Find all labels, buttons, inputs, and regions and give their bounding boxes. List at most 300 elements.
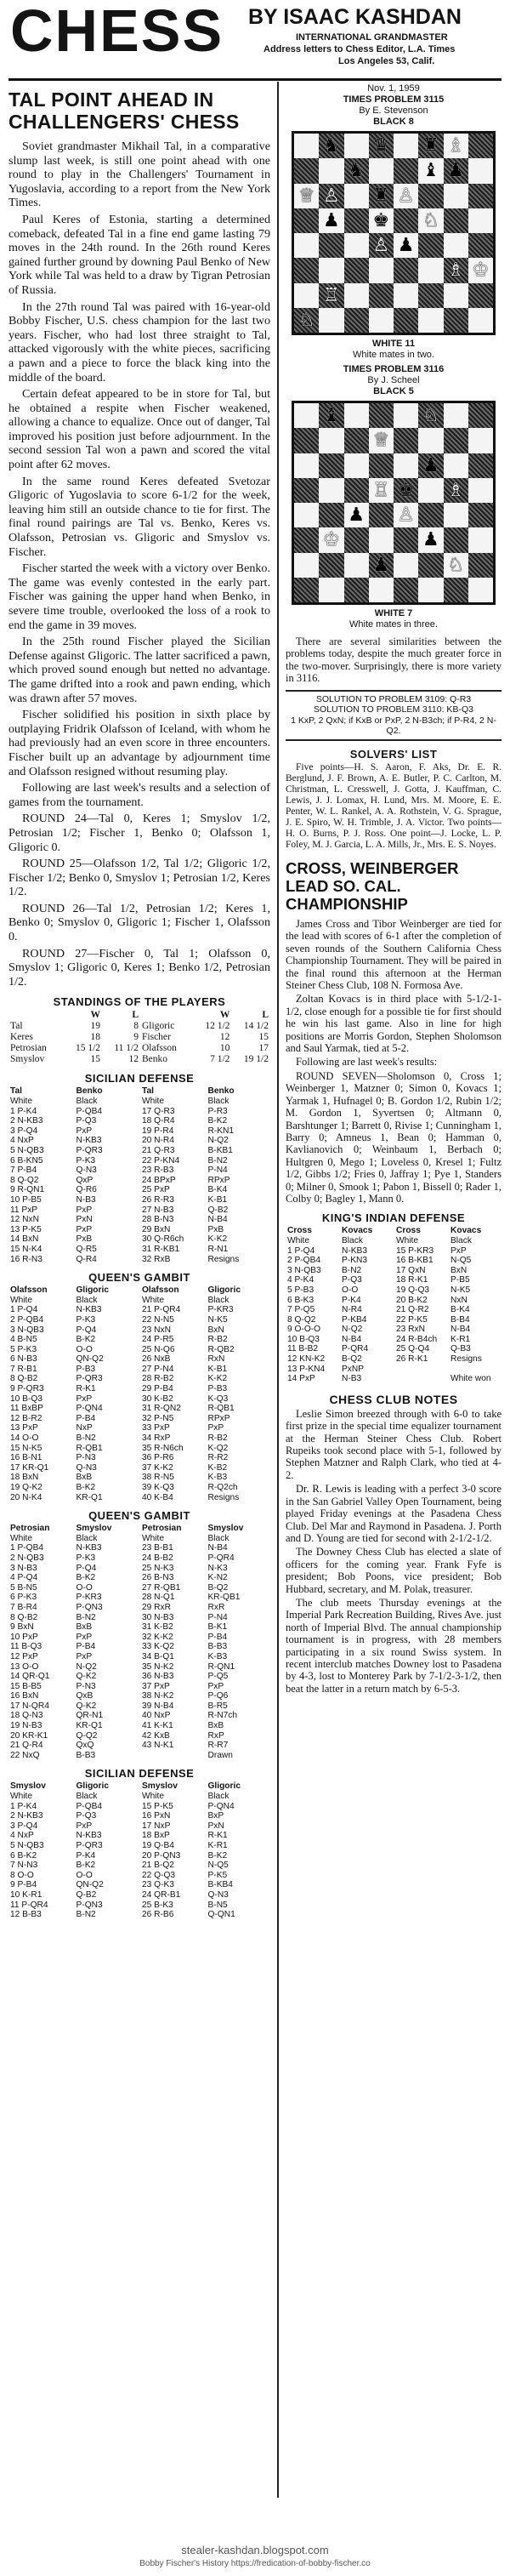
- move: 33 K-Q2: [142, 1642, 174, 1652]
- move: 29 BxN: [142, 1224, 171, 1234]
- game-roles: [8, 1296, 270, 1306]
- move: Q-R5: [76, 1244, 97, 1254]
- move: 12 PxP: [10, 1651, 38, 1661]
- board-square: [369, 258, 394, 282]
- move: 1 P-QB4: [10, 1543, 44, 1553]
- move: 7 R-B1: [10, 1364, 37, 1374]
- board-square: [294, 553, 319, 578]
- board-square: [369, 308, 394, 333]
- board-square: [418, 527, 443, 552]
- board-square: [294, 478, 319, 503]
- standings-row: [8, 1032, 270, 1043]
- chess-piece-icon: ♜: [372, 185, 390, 207]
- board-square: [344, 184, 369, 208]
- move: 5 P-B3: [287, 1285, 314, 1295]
- board-square: [418, 578, 443, 602]
- move: 3 P-Q4: [10, 1821, 38, 1831]
- problem-date: Nov. 1, 1959: [367, 83, 420, 94]
- move: 20 P-QN3: [142, 1850, 181, 1861]
- move: 39 K-Q3: [142, 1483, 174, 1492]
- player-name: Smyslov: [76, 1524, 112, 1534]
- standings-cell: 10: [219, 1043, 230, 1054]
- move: B-K2: [207, 1850, 228, 1861]
- board-square: [468, 283, 493, 308]
- move: 3 N-QB3: [10, 1325, 44, 1335]
- chess-piece-icon: ♞: [323, 135, 340, 157]
- move: P-N3: [76, 1453, 96, 1463]
- move: 34 RxP: [142, 1433, 171, 1444]
- board-square: [444, 553, 468, 578]
- board-square: [444, 478, 468, 503]
- move: 11 BxBP: [10, 1404, 43, 1414]
- game-roles: [8, 1534, 270, 1544]
- solution-line: 1 KxP, 2 QxN; if KxB or PxP, 2 N-B3ch; if P-R4, 2 N-Q2.: [291, 715, 496, 737]
- board-square: [369, 158, 394, 183]
- move: B-Q2: [342, 1354, 362, 1365]
- move: 37 PxP: [142, 1681, 170, 1691]
- board-square: [319, 208, 343, 233]
- move: R-B2: [207, 1335, 228, 1345]
- move: 19 Q-Q3: [396, 1285, 430, 1295]
- move: 17 Q-R3: [142, 1106, 175, 1116]
- chess-piece-icon: ♘: [422, 209, 439, 231]
- article-paragraph: Following are last week's results:: [296, 1056, 438, 1069]
- cross-headline: CROSS, WEINBERGER LEAD SO. CAL. CHAMPIONSHIP: [286, 859, 459, 913]
- chess-piece-icon: ♙: [323, 185, 340, 207]
- move: 21 Q-R3: [142, 1146, 175, 1155]
- move: 22 P-K5: [396, 1314, 428, 1325]
- move: P-QN3: [76, 1900, 103, 1910]
- move: 32 P-N5: [142, 1413, 174, 1423]
- chess-piece-icon: ♔: [323, 529, 340, 551]
- article-paragraph: In the same round Keres defeated Svetozar Gligoric of Yugoslavia to score 6-1/2 for the week, leaving him still an outside chance to tie for first. The final round pairings are Tal vs. Benko, Keres vs. Olafsson, Petrosian vs. Gligoric and Smyslov vs. Fischer.: [8, 474, 270, 559]
- board-square: [444, 308, 468, 333]
- board-square: [344, 478, 369, 503]
- move: 9 P-B4: [10, 1880, 37, 1890]
- article-paragraph: Following are last week's results and a selection of games from the tournament.: [8, 781, 270, 809]
- move: 6 B-KN5: [10, 1155, 43, 1165]
- move: 24 BPxP: [142, 1175, 176, 1185]
- move: 7 B-R4: [10, 1602, 37, 1612]
- move: BxN: [450, 1265, 468, 1275]
- board-square: [294, 283, 319, 308]
- move: P-Q3: [76, 1116, 97, 1126]
- move: N-K5: [207, 1314, 228, 1325]
- move: 41 K-K1: [142, 1721, 173, 1731]
- move: P-B4: [76, 1642, 96, 1652]
- move: 5 N-QB3: [10, 1841, 44, 1850]
- move: 17 N-QR4: [10, 1701, 49, 1711]
- move: BxB: [76, 1473, 93, 1483]
- player-name: Benko: [76, 1086, 103, 1097]
- move: 19 Q-K2: [10, 1483, 42, 1492]
- move: N-B3: [76, 1194, 96, 1205]
- move: B-N2: [207, 1155, 228, 1165]
- move: P-K5: [207, 1870, 228, 1880]
- move: 25 B-K3: [142, 1900, 173, 1910]
- game-score: [8, 1767, 270, 1919]
- board-square: [319, 553, 343, 578]
- player-color: Black: [76, 1533, 98, 1543]
- game-score: [8, 1509, 270, 1760]
- move: 16 PxN: [142, 1811, 171, 1821]
- board-square: [468, 428, 493, 453]
- board-square: [468, 308, 493, 333]
- board-square: [468, 578, 493, 602]
- chess-piece-icon: ♚: [397, 479, 415, 501]
- board-square: [294, 527, 319, 552]
- black-piece-count: BLACK 5: [373, 386, 414, 396]
- board-square: [344, 134, 369, 158]
- move: 23 R-B3: [142, 1165, 174, 1176]
- club-note-paragraph: The Downey Chess Club has elected a slate of officers for the coming year. Frank Fyfe is president; Bob Poons, vice president; Bob Hubbard, secretary, and M. Polak, treasurer.: [286, 1546, 502, 1595]
- move: P-QN4: [76, 1404, 103, 1414]
- move: PxP: [207, 1681, 224, 1691]
- move: 4 P-K4: [287, 1275, 314, 1285]
- board-square: [369, 208, 394, 233]
- move: 27 P-N4: [142, 1364, 174, 1374]
- cross-article-body: [286, 918, 502, 1205]
- move: 26 R-R3: [142, 1194, 174, 1205]
- chess-piece-icon: ♙: [397, 504, 415, 527]
- right-column: [286, 83, 502, 1696]
- move: 4 NxP: [10, 1831, 34, 1841]
- move: 23 RxN: [396, 1325, 425, 1335]
- standings-cell: 12 1/2: [205, 1021, 230, 1032]
- move: PxP: [76, 1651, 93, 1661]
- board-square: [319, 184, 343, 208]
- move: PxP: [76, 1205, 93, 1215]
- move: Resigns: [207, 1492, 240, 1502]
- move: 22 Q-Q3: [142, 1870, 176, 1880]
- move: R-Q2ch: [207, 1483, 238, 1492]
- player-color: Black: [207, 1792, 230, 1802]
- move: 17 KR-Q1: [10, 1462, 49, 1473]
- move: O-O: [76, 1582, 93, 1593]
- board-square: [394, 308, 418, 333]
- move: 15 P-K5: [142, 1801, 173, 1811]
- board-square: [468, 527, 493, 552]
- solvers-list: [286, 762, 502, 851]
- problem-author: By J. Scheel: [367, 375, 420, 385]
- player-name: Kovacs: [450, 1226, 482, 1236]
- chess-diagram: [292, 401, 496, 605]
- chess-piece-icon: ♗: [447, 479, 464, 501]
- solvers-title: SOLVERS' LIST: [349, 748, 438, 761]
- move: [142, 1751, 203, 1761]
- game-players: [8, 1285, 270, 1296]
- move: R-N1: [207, 1244, 229, 1254]
- article-paragraph: James Cross and Tibor Weinberger are tied for the lead with scores of 6-1 after the completion of seven rounds of the Southern California Chess Championship Tournament. They will be paired in the final round this afternoon at the Herman Steiner Chess Club, 108 N. Formosa Ave.: [286, 918, 502, 992]
- move: B-B3: [76, 1750, 96, 1760]
- move: P-QN3: [76, 1602, 103, 1612]
- move: RxN: [207, 1354, 225, 1365]
- board-square: [468, 453, 493, 478]
- board-square: [394, 503, 418, 527]
- standings-cell: 8: [133, 1021, 139, 1032]
- game-title: QUEEN'S GAMBIT: [88, 1271, 190, 1285]
- board-square: [394, 478, 418, 503]
- move: 26 R-B6: [142, 1910, 174, 1920]
- move: 15 N-K4: [10, 1244, 42, 1254]
- move: 23 NxN: [142, 1325, 171, 1335]
- move: P-K3: [76, 1553, 96, 1563]
- move: 19 P-R4: [142, 1126, 174, 1136]
- move: 29 RxR: [142, 1602, 171, 1612]
- chess-piece-icon: ♟: [372, 554, 390, 576]
- move-list: [8, 1802, 270, 1920]
- player-name: Tal: [10, 1086, 22, 1097]
- player-name: Olafsson: [142, 1285, 179, 1296]
- move: 30 Q-R6ch: [142, 1234, 184, 1245]
- kings-indian-game: [286, 1211, 502, 1384]
- move: N-KB3: [76, 1543, 102, 1553]
- standings-header-cell: L: [262, 1010, 269, 1021]
- player-name: Gligoric: [207, 1781, 241, 1792]
- chess-piece-icon: ♙: [372, 235, 390, 257]
- move: 2 N-KB3: [10, 1116, 43, 1126]
- chess-piece-icon: ♟: [447, 160, 464, 182]
- move: 36 P-R6: [142, 1453, 174, 1463]
- player-name: Tal: [142, 1086, 154, 1097]
- move: P-N4: [207, 1612, 228, 1622]
- move: 10 B-Q3: [10, 1393, 42, 1404]
- move: PxP: [76, 1393, 93, 1404]
- move: 20 B-K2: [396, 1295, 428, 1305]
- board-square: [344, 503, 369, 527]
- move: P-K3: [76, 1314, 96, 1325]
- board-square: [444, 453, 468, 478]
- article-paragraph: Soviet grandmaster Mikhail Tal, in a comparative slump last week, is still one point ahead with one round to play in the Challengers' Tournament in Yugoslavia, according to a report from the New York Times.: [8, 140, 270, 210]
- move: P-Q3: [342, 1275, 362, 1285]
- chess-piece-icon: ♔: [472, 259, 490, 282]
- move: P-B3: [76, 1364, 96, 1374]
- standings-cell: 15: [90, 1054, 101, 1065]
- board-square: [369, 453, 394, 478]
- board-square: [418, 258, 443, 282]
- move: 15 P-KR3: [396, 1245, 434, 1256]
- move: P-N3: [76, 1681, 96, 1691]
- move: BxP: [207, 1811, 224, 1821]
- move: P-QR4: [207, 1553, 235, 1563]
- move: 18 Q-R4: [142, 1116, 175, 1126]
- club-notes-body: [286, 1408, 502, 1695]
- black-piece-count: BLACK 8: [373, 117, 414, 127]
- move: N-B4: [342, 1334, 362, 1344]
- board-square: [394, 134, 418, 158]
- board-square: [294, 134, 319, 158]
- standings-header-cell: L: [132, 1010, 139, 1021]
- move: 15 N-K5: [10, 1443, 42, 1453]
- chess-piece-icon: ♟: [422, 454, 439, 476]
- board-square: [468, 134, 493, 158]
- move: Resigns: [450, 1354, 482, 1365]
- board-square: [344, 158, 369, 183]
- player-color: White: [142, 1097, 165, 1107]
- move: 20 N-R4: [142, 1136, 174, 1146]
- move: K-K2: [207, 1374, 228, 1384]
- board-square: [319, 503, 343, 527]
- move: P-Q6: [207, 1691, 229, 1701]
- problem-stipulation: White mates in three.: [349, 619, 438, 630]
- move: 10 B-Q3: [287, 1334, 320, 1344]
- move: PxP: [76, 1224, 93, 1234]
- club-note-paragraph: The club meets Thursday evenings at the Imperial Park Recreation Building, Rives Ave. just north of Imperial Blvd. The annual championship tournament is in progress, with 28 members participating in a six round Swiss system. In recent interclub matches Downey lost to Pasadena by 4-3, lost to Monterey Park by 7-1/2-3-1/2, then beat the latter in a return match by 6-5-3.: [286, 1596, 502, 1695]
- move: K-K2: [207, 1234, 228, 1245]
- move: P-QR3: [76, 1841, 103, 1850]
- move: R-QB1: [76, 1443, 103, 1453]
- move: B-K2: [76, 1483, 96, 1492]
- move: BxN: [207, 1325, 224, 1335]
- board-square: [468, 184, 493, 208]
- board-square: [294, 308, 319, 333]
- move: 3 P-Q4: [10, 1126, 38, 1136]
- move: R-R2: [207, 1453, 229, 1463]
- round-result: ROUND 24—Tal 0, Keres 1; Smyslov 1/2, Petrosian 1/2; Fischer 1, Benko 0; Olafsson 1, Gligoric 0.: [8, 812, 270, 854]
- move-list: [8, 1543, 270, 1760]
- move: 22 N-N5: [142, 1314, 174, 1325]
- move: P-KN3: [342, 1256, 368, 1266]
- player-color: White: [10, 1295, 33, 1305]
- problem-note-text: There are several similarities between the problems today, despite the much greater force in the two-mover. Surprisingly, there is more variety in 3116.: [286, 635, 502, 685]
- board-square: [294, 184, 319, 208]
- move: RxP: [207, 1730, 224, 1741]
- move: [396, 1374, 445, 1384]
- board-square: [344, 233, 369, 258]
- article-paragraph: Zoltan Kovacs is in third place with 5-1/2-1-1/2, close enough for a possible tie for first should he win his last game. Also in line for high positions are Morris Gordon, Stephen Sholomson and Saul Yarmak, tied at 5-2.: [286, 993, 502, 1055]
- problem-number: TIMES PROBLEM 3116: [343, 364, 445, 374]
- move: Q-Q2: [76, 1730, 98, 1741]
- article-paragraph: Fischer solidified his position in sixth place by outplaying Fridrik Olafsson of Iceland, with whom he had previously had an even score in three encounters. Fischer built up an advantage by adjournment time and Olafsson resigned without resuming play.: [8, 708, 270, 778]
- move: 16 R-N3: [10, 1254, 42, 1264]
- board-square: [294, 453, 319, 478]
- board-square: [468, 158, 493, 183]
- problem-number: TIMES PROBLEM 3115: [343, 94, 445, 105]
- player-color: Black: [342, 1235, 363, 1245]
- move: B-K2: [76, 1573, 96, 1583]
- board-square: [444, 527, 468, 552]
- player-name: Olafsson: [10, 1285, 48, 1296]
- address-city: Los Angeles 53, Calif.: [338, 56, 435, 66]
- move: 24 B-B2: [142, 1553, 173, 1563]
- board-square: [369, 184, 394, 208]
- board-square: [394, 453, 418, 478]
- chess-piece-icon: ♝: [422, 160, 439, 182]
- board-square: [418, 503, 443, 527]
- move: B-N2: [342, 1265, 362, 1275]
- move: 26 NxB: [142, 1354, 171, 1365]
- board-square: [369, 403, 394, 428]
- board-square: [344, 283, 369, 308]
- move: N-B4: [207, 1215, 228, 1225]
- move: [396, 1365, 445, 1375]
- move: PxB: [76, 1234, 93, 1245]
- board-square: [444, 233, 468, 258]
- chess-piece-icon: ♕: [298, 185, 315, 207]
- move: R-K1: [76, 1384, 96, 1394]
- move: B-K2: [76, 1861, 96, 1871]
- move: 14 O-O: [10, 1433, 39, 1444]
- move: 16 B-KB1: [396, 1256, 434, 1266]
- move: 39 N-B4: [142, 1701, 174, 1711]
- board-square: [344, 453, 369, 478]
- board-square: [344, 403, 369, 428]
- standings-cell: Petrosian: [10, 1043, 47, 1054]
- move: 38 N-K2: [142, 1691, 174, 1701]
- move: 5 P-K3: [10, 1344, 37, 1354]
- board-square: [369, 578, 394, 602]
- move: N-Q5: [207, 1861, 229, 1871]
- move: N-Q2: [342, 1325, 363, 1335]
- standings-table: [8, 1010, 270, 1065]
- move: 18 BxP: [142, 1831, 170, 1841]
- board-square: [294, 158, 319, 183]
- board-square: [418, 453, 443, 478]
- move: 2 N-KB3: [10, 1811, 43, 1821]
- chess-piece-icon: ♖: [372, 479, 390, 501]
- board-square: [319, 428, 343, 453]
- move: N-K5: [450, 1285, 471, 1295]
- move: N-B3: [342, 1374, 362, 1384]
- left-column: [8, 83, 270, 1920]
- move: RPxP: [207, 1175, 230, 1185]
- move: 4 P-Q4: [10, 1573, 38, 1583]
- move: PxN: [76, 1215, 93, 1225]
- board-square: [444, 428, 468, 453]
- player-color: White: [142, 1533, 165, 1543]
- move: 9 O-O-O: [287, 1325, 321, 1335]
- move: Q-R6: [76, 1185, 97, 1195]
- article-paragraph: Paul Keres of Estonia, starting a determined comeback, defeated Tal in a fine end game lasting 79 moves in the 24th round. In the 26th round Keres gained further ground by downing Paul Benko of New York while Tal was held to a draw by Tigran Petrosian of Russia.: [8, 212, 270, 297]
- standings-row: [8, 1021, 270, 1032]
- move: P-Q4: [76, 1325, 97, 1335]
- move: B-B3: [207, 1642, 228, 1652]
- standings-cell: 12: [128, 1054, 139, 1065]
- move: 42 KxB: [142, 1730, 170, 1741]
- move: P-K4: [76, 1850, 96, 1861]
- move: Drawn: [207, 1750, 233, 1760]
- standings-cell: 12: [219, 1032, 230, 1043]
- chess-piece-icon: ♚: [372, 209, 390, 231]
- chess-piece-icon: ♙: [397, 185, 415, 207]
- board-square: [468, 233, 493, 258]
- board-square: [319, 453, 343, 478]
- board-square: [394, 403, 418, 428]
- board-square: [319, 403, 343, 428]
- move: 34 B-Q1: [142, 1651, 174, 1661]
- move: K-B1: [207, 1194, 228, 1205]
- board-square: [369, 503, 394, 527]
- move: K-Q3: [207, 1393, 229, 1404]
- article-headline: TAL POINT AHEAD IN CHALLENGERS' CHESS: [8, 88, 240, 133]
- player-color: Black: [76, 1295, 98, 1305]
- move: 23 B-B1: [142, 1543, 173, 1553]
- move: B-N5: [207, 1900, 228, 1910]
- board-square: [344, 527, 369, 552]
- move: QxB: [76, 1691, 94, 1701]
- player-name: Smyslov: [10, 1781, 46, 1792]
- article-paragraph: In the 27th round Tal was paired with 16-year-old Bobby Fischer, U.S. chess champion for the last two years. Fischer, who had lost three straight to Tal, attacked vigorously with the white pieces, sacrificing a pawn and a piece to force the black king into the middle of the board.: [8, 299, 270, 385]
- player-name: Smyslov: [142, 1781, 178, 1792]
- board-square: [369, 478, 394, 503]
- byline: BY ISAAC KASHDAN: [248, 5, 462, 29]
- board-square: [369, 134, 394, 158]
- address-line: Address letters to Chess Editor, L.A. Times: [264, 44, 456, 54]
- chess-piece-icon: ♖: [323, 284, 340, 306]
- chess-piece-icon: ♞: [348, 160, 365, 182]
- board-square: [468, 403, 493, 428]
- move: 1 P-K4: [10, 1106, 37, 1116]
